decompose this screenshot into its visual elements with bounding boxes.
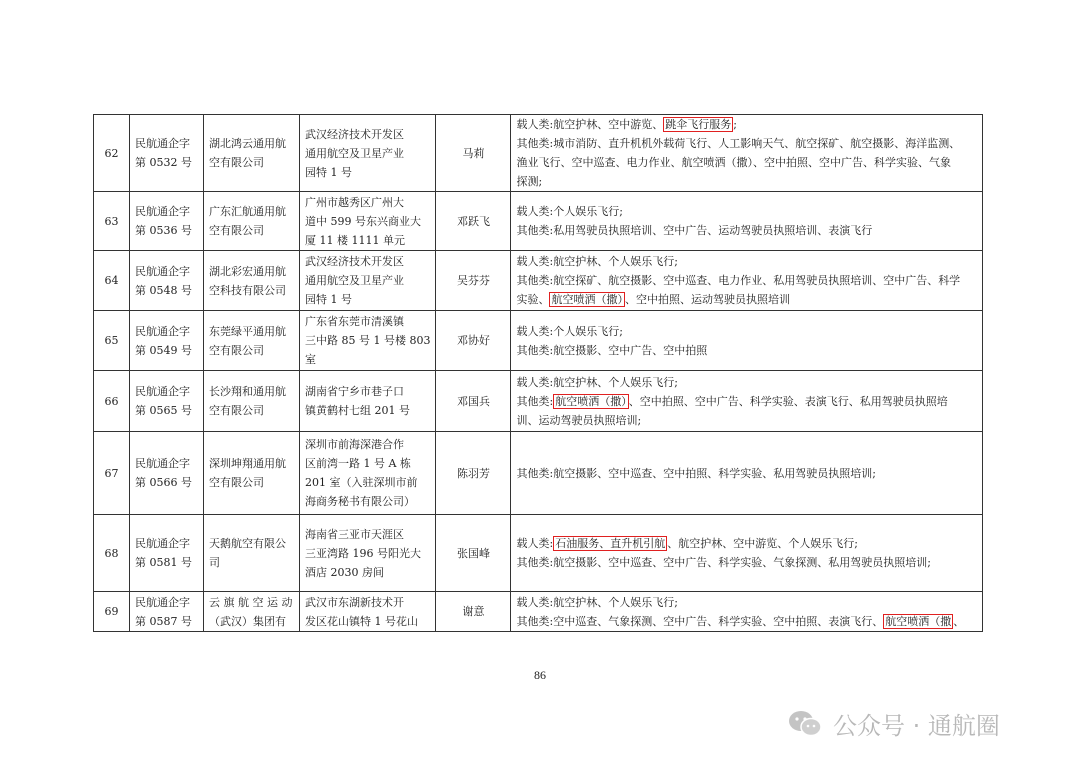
business-scope bbox=[511, 192, 983, 251]
license-number bbox=[130, 515, 204, 592]
business-scope bbox=[511, 432, 983, 515]
cell-line: 长沙翔和通用航 bbox=[209, 385, 286, 398]
cell-line: 通用航空及卫星产业 bbox=[305, 146, 404, 160]
cell-line: 室 bbox=[305, 353, 316, 366]
company-address bbox=[300, 192, 436, 251]
scope-text: 训、运动驾驶员执照培训; bbox=[516, 413, 642, 427]
scope-line bbox=[516, 221, 977, 240]
cell-line: 201 室（入驻深圳市前 bbox=[305, 476, 418, 489]
table-row bbox=[94, 592, 983, 632]
highlighted-scope-item: 石油服务、直升机引航 bbox=[555, 537, 666, 550]
cell-line: 第 0581 号 bbox=[135, 556, 192, 569]
cell-line: 道中 599 号东兴商业大 bbox=[305, 214, 421, 228]
scope-line bbox=[516, 290, 977, 309]
scope-line bbox=[516, 411, 977, 430]
row-number: 67 bbox=[94, 432, 130, 515]
scope-text: 载人类:航空护林、个人娱乐飞行; bbox=[516, 595, 678, 609]
scope-line bbox=[516, 134, 977, 153]
table-row bbox=[94, 251, 983, 311]
cell-line: 镇黄鹤村七组 201 号 bbox=[305, 404, 410, 417]
row-number: 66 bbox=[94, 371, 130, 432]
business-scope bbox=[511, 251, 983, 311]
cell-line: 园特 1 号 bbox=[305, 165, 352, 179]
scope-text: 载人类:个人娱乐飞行; bbox=[516, 205, 623, 218]
scope-text: 、航空护林、空中游览、个人娱乐飞行; bbox=[667, 537, 858, 550]
legal-representative: 邓跃飞 bbox=[436, 192, 511, 251]
scope-line bbox=[516, 612, 977, 631]
cell-line: 武汉经济技术开发区 bbox=[305, 127, 404, 141]
legal-representative: 张国峰 bbox=[436, 515, 511, 592]
company-name bbox=[204, 592, 300, 632]
cell-line: 湖南省宁乡市巷子口 bbox=[305, 385, 404, 398]
cell-line: 武汉市东湖新技术开 bbox=[305, 595, 404, 609]
cell-line: 三亚湾路 196 号阳光大 bbox=[305, 546, 421, 560]
cell-line: 第 0565 号 bbox=[135, 404, 192, 417]
highlighted-scope-item: 跳伞飞行服务 bbox=[665, 118, 732, 131]
cell-line: 司 bbox=[209, 556, 220, 569]
cell-line: 第 0549 号 bbox=[135, 343, 192, 357]
cell-line: 民航通企字 bbox=[135, 324, 190, 338]
company-name bbox=[204, 432, 300, 515]
cell-line: 第 0566 号 bbox=[135, 476, 192, 489]
company-name bbox=[204, 515, 300, 592]
scope-line bbox=[516, 553, 977, 572]
scope-line bbox=[516, 373, 977, 392]
table-row bbox=[94, 515, 983, 592]
license-number bbox=[130, 251, 204, 311]
company-name bbox=[204, 115, 300, 192]
scope-line bbox=[516, 392, 977, 411]
legal-representative: 谢意 bbox=[436, 592, 511, 632]
cell-line: 酒店 2030 房间 bbox=[305, 565, 384, 579]
cell-line: 民航通企字 bbox=[135, 137, 190, 150]
table-row bbox=[94, 192, 983, 251]
cell-line: 区前湾一路 1 号 A 栋 bbox=[305, 457, 411, 470]
scope-text: 载人类:航空护林、空中游览、 bbox=[516, 118, 664, 131]
cell-line: 海南省三亚市天涯区 bbox=[305, 527, 404, 541]
company-address bbox=[300, 371, 436, 432]
cell-line: 湖北彩宏通用航 bbox=[209, 264, 286, 278]
cell-line: 三中路 85 号 1 号楼 803 bbox=[305, 334, 431, 347]
wechat-icon bbox=[787, 709, 823, 739]
cell-line: 第 0536 号 bbox=[135, 224, 192, 237]
cell-line: 第 0548 号 bbox=[135, 283, 192, 297]
business-scope bbox=[511, 371, 983, 432]
company-name bbox=[204, 192, 300, 251]
scope-text: 载人类:航空护林、个人娱乐飞行; bbox=[516, 255, 678, 268]
scope-line bbox=[516, 172, 977, 191]
scope-line bbox=[516, 271, 977, 290]
legal-representative: 马莉 bbox=[436, 115, 511, 192]
scope-text: 载人类:个人娱乐飞行; bbox=[516, 324, 623, 338]
scope-text: ; bbox=[733, 118, 737, 131]
table-row bbox=[94, 432, 983, 515]
cell-line: 发区花山镇特 1 号花山 bbox=[305, 614, 418, 628]
scope-text: 、空中拍照、运动驾驶员执照培训 bbox=[624, 293, 790, 306]
scope-text: 载人类: bbox=[516, 537, 554, 550]
scope-text: 渔业飞行、空中巡查、电力作业、航空喷洒（撒）、空中拍照、空中广告、科学实验、气象 bbox=[516, 156, 951, 169]
scope-text: 其他类:航空摄影、空中巡查、空中拍照、科学实验、私用驾驶员执照培训; bbox=[516, 466, 876, 480]
company-name bbox=[204, 371, 300, 432]
scope-line bbox=[516, 322, 977, 341]
table-row bbox=[94, 115, 983, 192]
watermark bbox=[787, 706, 1000, 741]
scope-text: 其他类: bbox=[516, 394, 554, 408]
registry-table bbox=[93, 114, 983, 632]
cell-line: 东莞绿平通用航 bbox=[209, 324, 286, 338]
company-address bbox=[300, 515, 436, 592]
company-address bbox=[300, 251, 436, 311]
scope-text: 、 bbox=[953, 614, 965, 628]
scope-line bbox=[516, 593, 977, 612]
cell-line: 第 0587 号 bbox=[135, 614, 192, 628]
scope-text: 其他类:航空探矿、航空摄影、空中巡查、电力作业、私用驾驶员执照培训、空中广告、科学 bbox=[516, 274, 961, 287]
legal-representative: 吴芬芬 bbox=[436, 251, 511, 311]
scope-line bbox=[516, 534, 977, 553]
license-number bbox=[130, 192, 204, 251]
company-name bbox=[204, 311, 300, 371]
cell-line: 空有限公司 bbox=[209, 156, 264, 169]
cell-line: 民航通企字 bbox=[135, 457, 190, 470]
scope-text: 其他类:空中巡查、气象探测、空中广告、科学实验、空中拍照、表演飞行、 bbox=[516, 614, 884, 628]
license-number bbox=[130, 311, 204, 371]
cell-line: 广州市越秀区广州大 bbox=[305, 195, 404, 209]
cell-line: 园特 1 号 bbox=[305, 293, 352, 306]
page-number: 86 bbox=[534, 668, 546, 682]
scope-line bbox=[516, 202, 977, 221]
cell-line: 第 0532 号 bbox=[135, 156, 192, 169]
cell-line: 民航通企字 bbox=[135, 537, 190, 550]
business-scope bbox=[511, 592, 983, 632]
scope-text: 实验、 bbox=[516, 293, 550, 306]
cell-line: 深圳坤翔通用航 bbox=[209, 457, 286, 470]
row-number: 64 bbox=[94, 251, 130, 311]
row-number: 63 bbox=[94, 192, 130, 251]
company-address bbox=[300, 432, 436, 515]
cell-line: 天鹅航空有限公 bbox=[209, 537, 286, 550]
row-number: 68 bbox=[94, 515, 130, 592]
cell-line: 武汉经济技术开发区 bbox=[305, 255, 404, 268]
cell-line: 民航通企字 bbox=[135, 595, 190, 609]
business-scope bbox=[511, 115, 983, 192]
legal-representative: 陈羽芳 bbox=[436, 432, 511, 515]
cell-line: 云 旗 航 空 运 动 bbox=[209, 595, 293, 609]
company-address bbox=[300, 592, 436, 632]
scope-text: 其他类:城市消防、直升机机外载荷飞行、人工影响天气、航空探矿、航空摄影、海洋监测、 bbox=[516, 137, 961, 150]
cell-line: 民航通企字 bbox=[135, 264, 190, 278]
row-number: 62 bbox=[94, 115, 130, 192]
highlighted-scope-item: 航空喷洒（撒） bbox=[551, 293, 623, 306]
scope-line bbox=[516, 252, 977, 271]
scope-line bbox=[516, 153, 977, 172]
cell-line: 空有限公司 bbox=[209, 476, 264, 489]
scope-line bbox=[516, 115, 977, 134]
cell-line: 民航通企字 bbox=[135, 205, 190, 218]
license-number bbox=[130, 592, 204, 632]
license-number bbox=[130, 371, 204, 432]
row-number: 69 bbox=[94, 592, 130, 632]
license-number bbox=[130, 432, 204, 515]
cell-line: （武汉）集团有 bbox=[209, 614, 286, 628]
watermark-text: 公众号 · 通航圈 bbox=[833, 712, 1000, 740]
cell-line: 通用航空及卫星产业 bbox=[305, 274, 404, 287]
cell-line: 空科技有限公司 bbox=[209, 283, 286, 297]
cell-line: 空有限公司 bbox=[209, 404, 264, 417]
table-row bbox=[94, 311, 983, 371]
scope-text: 其他类:航空摄影、空中巡查、空中广告、科学实验、气象探测、私用驾驶员执照培训; bbox=[516, 556, 931, 569]
license-number bbox=[130, 115, 204, 192]
company-name bbox=[204, 251, 300, 311]
scope-text: 载人类:航空护林、个人娱乐飞行; bbox=[516, 375, 678, 389]
cell-line: 空有限公司 bbox=[209, 224, 264, 237]
cell-line: 空有限公司 bbox=[209, 343, 264, 357]
cell-line: 深圳市前海深港合作 bbox=[305, 438, 404, 451]
scope-text: 其他类:航空摄影、空中广告、空中拍照 bbox=[516, 343, 708, 357]
company-address bbox=[300, 311, 436, 371]
cell-line: 民航通企字 bbox=[135, 385, 190, 398]
legal-representative: 邓国兵 bbox=[436, 371, 511, 432]
cell-line: 厦 11 楼 1111 单元 bbox=[305, 233, 405, 247]
row-number: 65 bbox=[94, 311, 130, 371]
company-address bbox=[300, 115, 436, 192]
cell-line: 海商务秘书有限公司） bbox=[305, 495, 415, 508]
highlighted-scope-item: 航空喷洒（撒） bbox=[555, 394, 627, 408]
cell-line: 湖北鸿云通用航 bbox=[209, 137, 286, 150]
scope-text: 、空中拍照、空中广告、科学实验、表演飞行、私用驾驶员执照培 bbox=[628, 394, 948, 408]
legal-representative: 邓协好 bbox=[436, 311, 511, 371]
scope-text: 探测; bbox=[516, 175, 543, 188]
business-scope bbox=[511, 515, 983, 592]
business-scope bbox=[511, 311, 983, 371]
scope-line bbox=[516, 341, 977, 360]
cell-line: 广东省东莞市清溪镇 bbox=[305, 315, 404, 328]
scope-text: 其他类:私用驾驶员执照培训、空中广告、运动驾驶员执照培训、表演飞行 bbox=[516, 224, 873, 237]
scope-line bbox=[516, 464, 977, 483]
table-row bbox=[94, 371, 983, 432]
highlighted-scope-item: 航空喷洒（撒 bbox=[885, 614, 952, 628]
cell-line: 广东汇航通用航 bbox=[209, 205, 286, 218]
